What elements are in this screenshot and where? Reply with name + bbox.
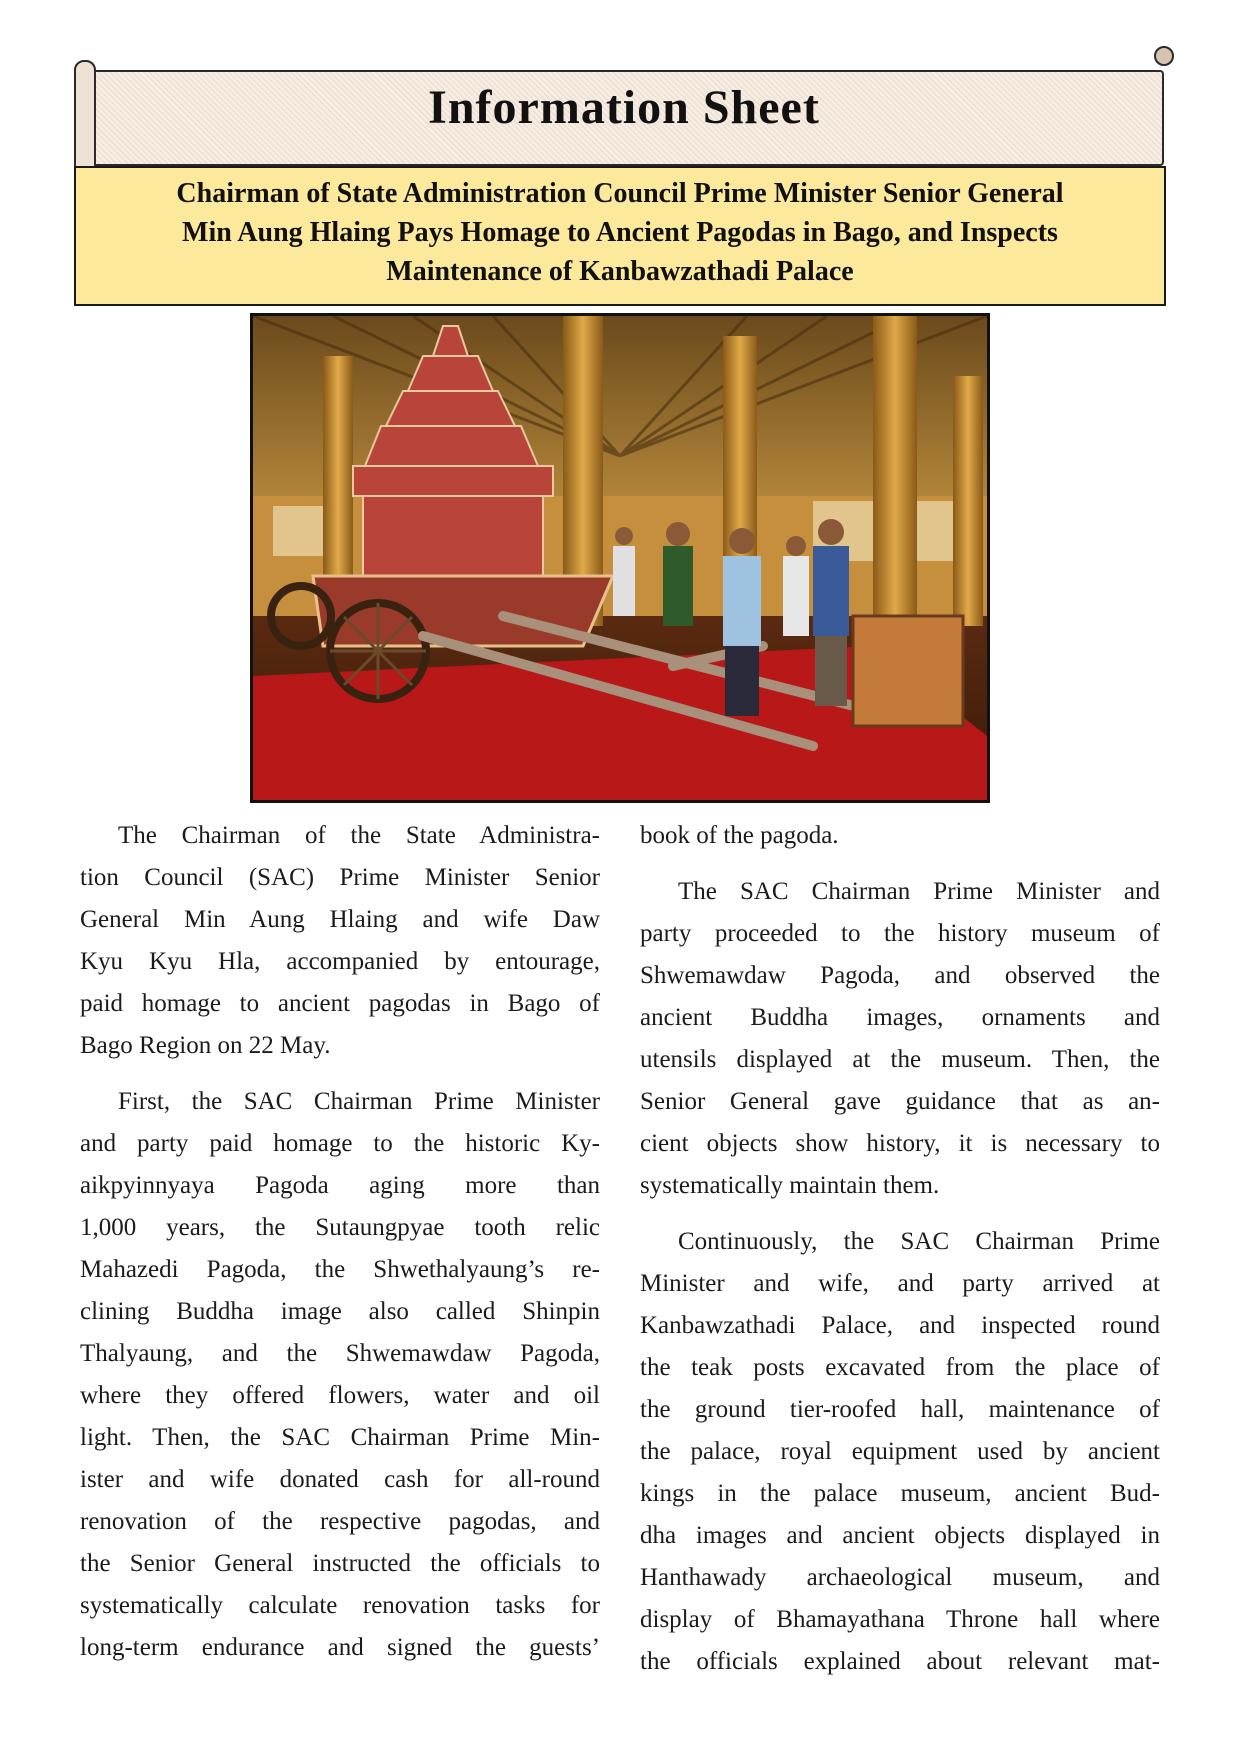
paragraph-line: display of Bhamayathana Throne hall where [640, 1606, 1160, 1633]
paragraph-line: General Min Aung Hlaing and wife Daw [80, 906, 600, 933]
title-scroll-banner [74, 60, 1174, 168]
palace-photo [250, 313, 990, 803]
paragraph-line: Shwemawdaw Pagoda, and observed the [640, 962, 1160, 989]
paragraph-line: systematically calculate renovation tasks for [80, 1592, 600, 1619]
paragraph-line: Senior General gave guidance that as an- [640, 1088, 1160, 1115]
paragraph-line: First, the SAC Chairman Prime Minister [118, 1088, 600, 1115]
paragraph-line: long-term endurance and signed the guests’ [80, 1634, 600, 1661]
paragraph-line: Hanthawady archaeological museum, and [640, 1564, 1160, 1591]
paragraph-line: The SAC Chairman Prime Minister and [678, 878, 1160, 905]
paragraph-line: aikpyinnyaya Pagoda aging more than [80, 1172, 600, 1199]
paragraph-line: tion Council (SAC) Prime Minister Senior [80, 864, 600, 891]
headline-line-1: Chairman of State Administration Council Prime Minister Senior General [176, 178, 1064, 209]
headline-line-3: Maintenance of Kanbawzathadi Palace [386, 256, 854, 287]
paragraph-line: the ground tier-roofed hall, maintenance of [640, 1396, 1160, 1423]
page-title: Information Sheet [428, 81, 820, 134]
paragraph-line: the palace, royal equipment used by ancient [640, 1438, 1160, 1465]
paragraph-line: the teak posts excavated from the place of [640, 1354, 1160, 1381]
palace-photo-illustration [253, 316, 987, 800]
paragraph-line: utensils displayed at the museum. Then, the [640, 1046, 1160, 1073]
paragraph-line: Minister and wife, and party arrived at [640, 1270, 1160, 1297]
paragraph-line: Kyu Kyu Hla, accompanied by entourage, [80, 948, 600, 975]
scroll-curl-right [1154, 46, 1174, 66]
paragraph-line: the Senior General instructed the officials to [80, 1550, 600, 1577]
paragraph-line: party proceeded to the history museum of [640, 920, 1160, 947]
headline-box [74, 166, 1166, 306]
paragraph-line: cient objects show history, it is necessary to [640, 1130, 1160, 1157]
paragraph-line: clining Buddha image also called Shinpin [80, 1298, 600, 1325]
paragraph-line: the officials explained about relevant mat- [640, 1648, 1160, 1675]
paragraph-line: where they offered flowers, water and oil [80, 1382, 600, 1409]
paragraph-line: renovation of the respective pagodas, and [80, 1508, 600, 1535]
paragraph-line: light. Then, the SAC Chairman Prime Min- [80, 1424, 600, 1451]
paragraph-line: Thalyaung, and the Shwemawdaw Pagoda, [80, 1340, 600, 1367]
paragraph-line: kings in the palace museum, ancient Bud- [640, 1480, 1160, 1507]
paragraph-line: Bago Region on 22 May. [80, 1032, 331, 1059]
paragraph-line: paid homage to ancient pagodas in Bago of [80, 990, 600, 1017]
paragraph-line: book of the pagoda. [640, 822, 839, 849]
paragraph-line: 1,000 years, the Sutaungpyae tooth relic [80, 1214, 600, 1241]
paragraph-line: Continuously, the SAC Chairman Prime [678, 1228, 1160, 1255]
headline-line-2: Min Aung Hlaing Pays Homage to Ancient Pagodas in Bago, and Inspects [182, 217, 1058, 248]
paragraph-line: ister and wife donated cash for all-round [80, 1466, 600, 1493]
paragraph-line: The Chairman of the State Administra- [118, 822, 600, 849]
paragraph-line: Mahazedi Pagoda, the Shwethalyaung’s re- [80, 1256, 600, 1283]
paragraph-line: ancient Buddha images, ornaments and [640, 1004, 1160, 1031]
paragraph-line: dha images and ancient objects displayed in [640, 1522, 1160, 1549]
paragraph-line: systematically maintain them. [640, 1172, 940, 1199]
paragraph-line: Kanbawzathadi Palace, and inspected round [640, 1312, 1160, 1339]
paragraph-line: and party paid homage to the historic Ky- [80, 1130, 600, 1157]
